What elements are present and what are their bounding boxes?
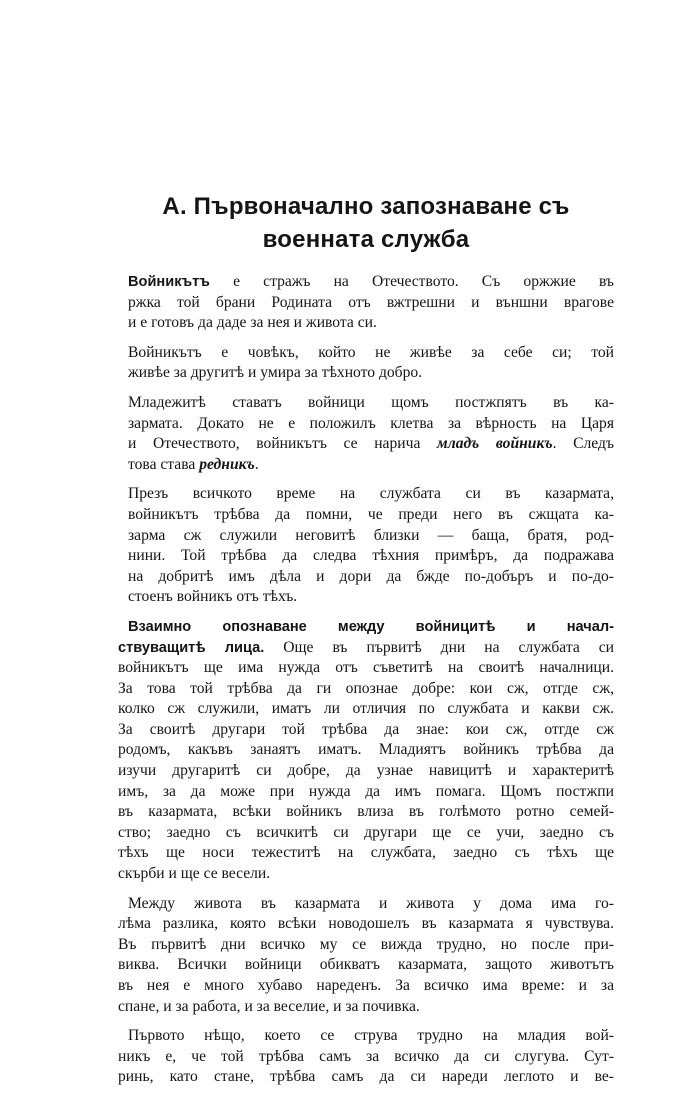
- paragraph-line: зарма сж служили неговитѣ близки — баща, братя, род-: [128, 526, 614, 544]
- chapter-title-line-2: военната служба: [262, 226, 470, 253]
- paragraph-line: на добритѣ имъ дѣла и дори да бжде по-добъръ и по-до-: [128, 567, 614, 585]
- paragraph-4: [118, 484, 614, 608]
- paragraph-line: Между живота въ казармата и живота у дома има го-: [128, 894, 614, 912]
- paragraph-line: живѣе за другитѣ и умира за тѣхното добро.: [128, 364, 423, 382]
- chapter-title: [118, 190, 614, 256]
- book-page: [118, 190, 614, 1097]
- paragraph-line: скърби и ще се весели.: [118, 865, 271, 883]
- paragraph-1: [118, 272, 614, 334]
- paragraph-line: [118, 617, 614, 638]
- paragraph-line: войникътъ трѣбва да помни, че преди него въ сжщата ка-: [128, 505, 614, 523]
- paragraph-line: тѣхъ ще носи тежеститѣ на службата, заедно съ тѣхъ ще: [118, 844, 614, 862]
- paragraph-line: Младежитѣ ставатъ войници щомъ постжпятъ въ ка-: [128, 393, 614, 411]
- section-heading: ствуващитѣ лица.: [118, 639, 265, 656]
- paragraph-line: Първото нѣщо, което се струва трудно на младия вой-: [128, 1027, 614, 1045]
- paragraph-3: [118, 393, 614, 475]
- paragraph-2: [118, 343, 614, 384]
- paragraph-line: За това той трѣбва да ги опознае добре: кои сж, отгде сж,: [118, 679, 614, 697]
- lead-term: Войникътъ: [128, 274, 210, 290]
- section-heading: Взаимно опознаване между войницитѣ и начал-: [128, 618, 614, 635]
- paragraph-line: колко сж служили, иматъ ли отличия по службата и какви сж.: [118, 700, 614, 718]
- paragraph-line: никъ е, че той трѣбва самъ за всичко да си слугува. Сут-: [118, 1047, 614, 1065]
- paragraph-line: Въ първитѣ дни всичко му се вижда трудно, но после при-: [118, 935, 614, 953]
- paragraph-line: имъ, за да може при нужда да имъ помага. Щомъ постжпи: [118, 782, 614, 800]
- paragraph-line: Войникътъ е стражъ на Отечеството. Съ оржжие въ: [128, 273, 614, 290]
- paragraph-line: ринь, като стане, трѣбва самъ да си нареди леглото и ве-: [118, 1068, 614, 1086]
- paragraph-line: родомъ, какъвъ занаятъ иматъ. Младиятъ войникъ трѣбва да: [118, 741, 614, 759]
- paragraph-7: [118, 1026, 614, 1088]
- paragraph-line: За своитѣ другари той трѣбва да знае: кои сж, отгде сж: [118, 720, 614, 738]
- paragraph-line: ство; заедно съ всичкитѣ си другари ще се учи, заедно съ: [118, 823, 614, 841]
- paragraph-line: това става редникъ.: [128, 455, 259, 473]
- paragraph-line: виква. Всички войници обикватъ казармата, защото животътъ: [118, 956, 614, 974]
- paragraph-line: лѣма разлика, която всѣки новодошелъ въ казармата я чувствува.: [118, 915, 614, 933]
- paragraph-line: въ казармата, всѣки войникъ влиза въ голѣмото ротно семей-: [118, 803, 614, 821]
- paragraph-line: войникътъ ще има нужда отъ съветитѣ на своитѣ началници.: [118, 659, 614, 677]
- paragraph-line: Войникътъ е човѣкъ, който не живѣе за себе си; той: [128, 343, 614, 361]
- paragraph-6: [118, 894, 614, 1018]
- paragraph-line: нини. Той трѣбва да следва тѣхния примѣръ, да подражава: [128, 547, 614, 565]
- emphasis-term: редникъ: [199, 455, 255, 473]
- paragraph-line: стоенъ войникъ отъ тѣхъ.: [128, 588, 298, 606]
- paragraph-line: въ нея е много хубаво нареденъ. За всичко има време: и за: [118, 977, 614, 994]
- paragraph-line: и Отечеството, войникътъ се нарича младъ войникъ. Следъ: [128, 435, 615, 453]
- paragraph-line: ржка той брани Родината отъ вжтрешни и външни врагове: [128, 293, 614, 311]
- paragraph-line: и е готовъ да даде за нея и живота си.: [128, 314, 377, 332]
- paragraph-line: Презъ всичкото време на службата си въ казармата,: [128, 485, 614, 503]
- paragraph-line: изучи другаритѣ си добре, да узнае навицитѣ и характеритѣ: [118, 762, 614, 780]
- paragraph-5: [118, 617, 614, 885]
- chapter-title-line-1: А. Първоначално запознаване съ: [162, 193, 570, 220]
- paragraph-line: ствуващитѣ лица. Още въ първитѣ дни на службата си: [118, 638, 615, 656]
- paragraph-line: зармата. Докато не е положилъ клетва за вѣрность на Царя: [128, 414, 614, 432]
- emphasis-term: младъ войникъ: [437, 435, 553, 453]
- paragraph-line: спане, и за работа, и за веселие, и за почивка.: [118, 997, 420, 1015]
